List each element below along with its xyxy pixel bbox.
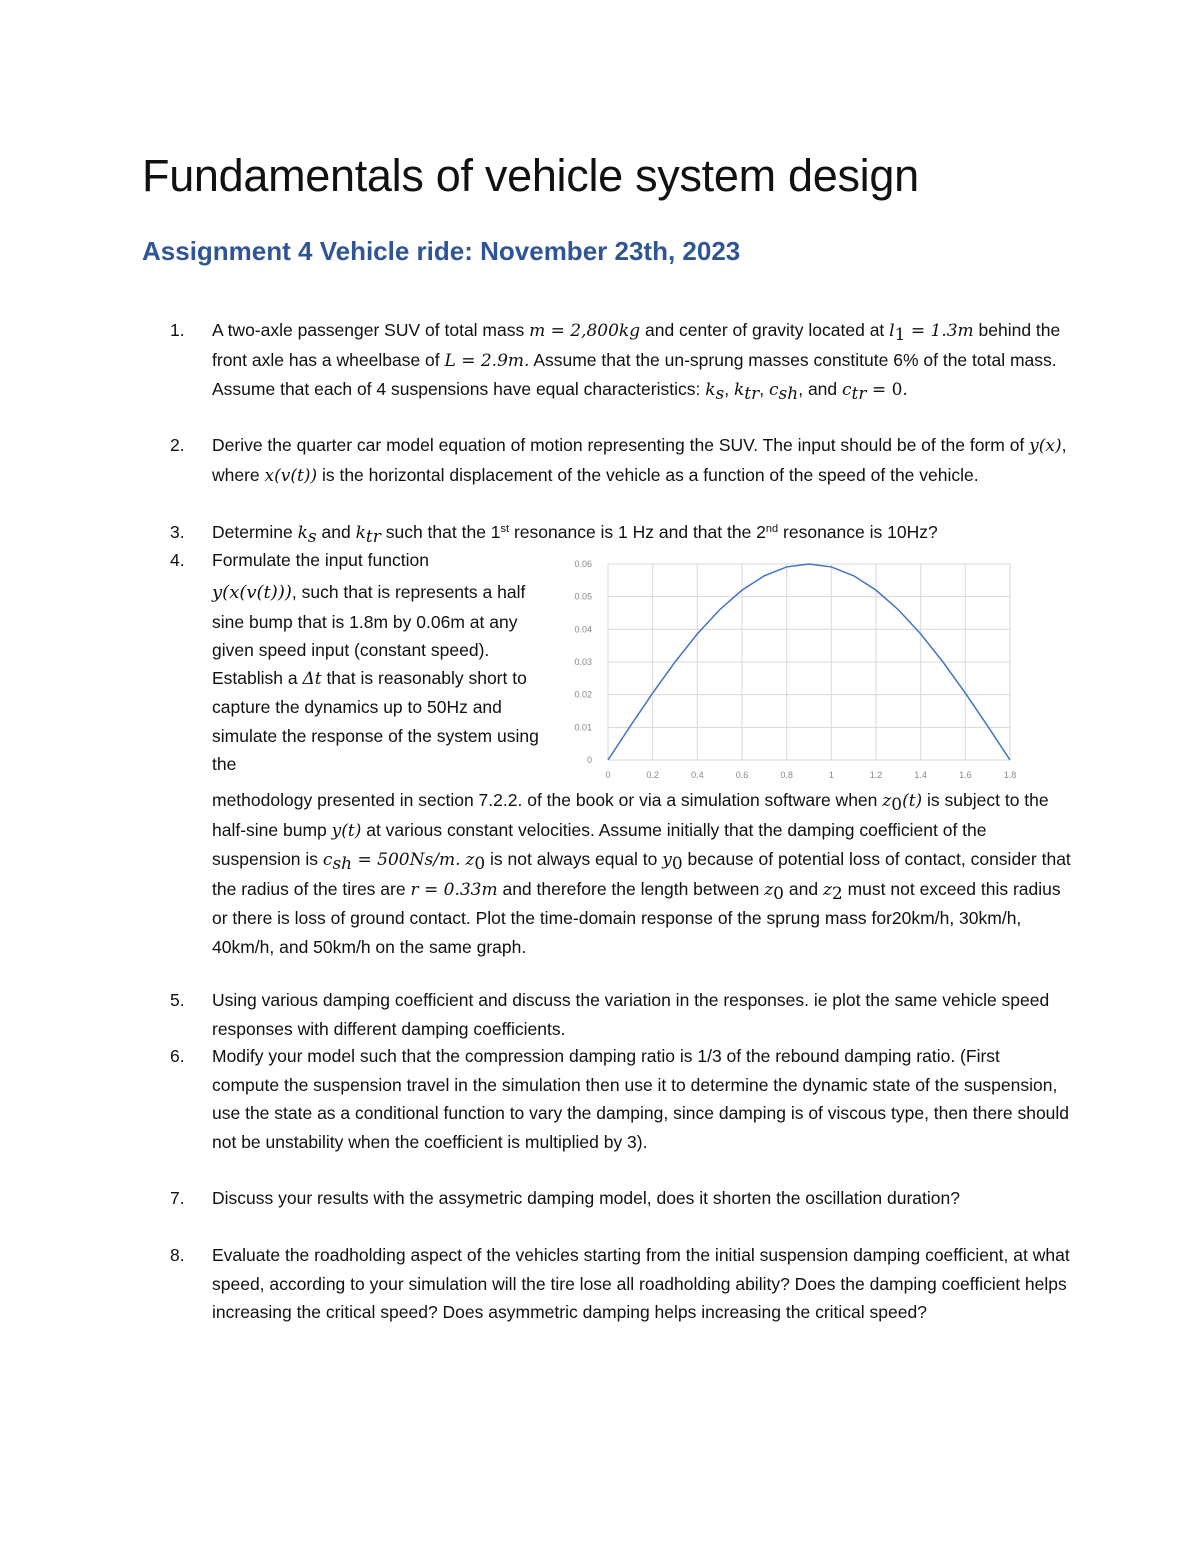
math-ctr: c (842, 380, 852, 401)
chart-x-tick-label: 1 (828, 770, 834, 780)
superscript: nd (765, 523, 779, 535)
chart-y-tick-label: 0.01 (574, 722, 592, 733)
question-text: Evaluate the roadholding aspect of the vehicles starting from the initial suspension damping coefficient, at what speed, according to your simulation will the tire lose all roadholding ability? Does the damping coefficient helps increasing the critical speed? Does asymmetric damping helps increasing the critical speed? (212, 1245, 1070, 1323)
math-input-function: y(x(v(t))) (212, 582, 292, 604)
chart-x-tick-label: 1.2 (869, 770, 883, 780)
math-ktr: k (733, 380, 745, 401)
chart-y-tick-label: 0.02 (574, 689, 592, 700)
text-segment: resonance is 1 Hz and that the 2 (509, 522, 766, 542)
text-segment: such that the 1 (380, 522, 501, 542)
chart-y-tick-label: 0 (586, 755, 592, 765)
question-7 (170, 1184, 1070, 1213)
chart-x-tick-label: 0.8 (780, 770, 793, 780)
chart-x-tick-label: 0 (605, 770, 611, 780)
text-segment: because of potential loss of contact, consider that the radius of the tires are (212, 849, 1071, 899)
question-4 (170, 546, 570, 778)
math-yt: y(t) (331, 820, 362, 841)
text-segment: is subject to the half-sine bump (212, 790, 1049, 840)
question-text: A two-axle passenger SUV of total mass m = 2,800kg and center of gravity located at $l_1 = 1.3m$ behind the front axle has a wheelbase of L = 2.9m. Assume that the un-sprung masses constitute 6% of the total mass. Assume that each of 4 suspensions have equal characteristics: $k_s$, $k_{tr}$, $c_{sh}$, and $c_{tr} = 0$. (212, 320, 1061, 405)
math-arg: (t) (902, 791, 923, 811)
math-csh: c (322, 850, 333, 871)
math-subscript: 2 (831, 883, 843, 904)
text-segment: and center of gravity located at (640, 320, 890, 340)
question-number: 2. (170, 435, 185, 455)
text-segment: behind the front axle has a wheelbase of (212, 320, 1061, 370)
chart-grid (608, 564, 1010, 760)
question-5 (170, 986, 1070, 1043)
text-segment: is not always equal to (485, 849, 663, 870)
question-text (212, 431, 1070, 490)
half-sine-bump-chart (560, 554, 1020, 786)
chart-x-tick-label: 0.4 (691, 770, 704, 780)
text-segment: is the horizontal displacement of the vehicle as a function of the speed of the vehicle. (317, 464, 979, 485)
text-segment: A two-axle passenger SUV of total mass (212, 320, 530, 340)
chart-x-tick-label: 1.8 (1003, 770, 1017, 780)
math-l1-value: 1.3m (930, 321, 974, 341)
math-csh-value: = 500Ns/m. (352, 850, 461, 871)
text-segment: that is reasonably short to capture the dynamics up to 50Hz and simulate the response of the system using the (212, 668, 539, 775)
math-yx: y(x) (1029, 436, 1062, 456)
text-segment: and (316, 522, 356, 542)
math-subscript: s (715, 384, 725, 405)
question-number: 3. (170, 522, 185, 542)
math-z0: z (882, 791, 892, 811)
text-segment: Determine (212, 522, 298, 542)
chart-x-tick-label: 0.2 (646, 770, 659, 780)
text-segment: and therefore the length between (497, 878, 765, 899)
math-subscript: s (307, 527, 317, 547)
math-delta-t: Δt (302, 669, 322, 690)
math-z2: z (822, 879, 832, 900)
question-text (212, 518, 1070, 548)
question-number: 4. (170, 550, 185, 570)
math-subscript: tr (365, 527, 381, 547)
text-segment: Formulate the input function (212, 550, 429, 570)
text-segment: , such that is represents a half sine bump that is 1.8m by 0.06m at any given speed input (constant speed). Establish a (212, 582, 526, 689)
math-ctr-value: = 0. (866, 380, 908, 401)
text-segment: , where (212, 435, 1067, 485)
math-ks: k (297, 523, 308, 543)
math-l1: l (889, 321, 895, 341)
question-4-continued (212, 786, 1072, 962)
math-xvt: x(v(t)) (264, 465, 318, 486)
text-segment: and (803, 379, 843, 400)
chart-x-ticks (605, 770, 1016, 780)
chart-y-tick-label: 0.05 (574, 591, 592, 602)
question-3 (170, 518, 1070, 548)
question-text: Discuss your results with the assymetric damping model, does it shorten the oscillation duration? (212, 1188, 960, 1208)
math-radius: r = 0.33m (410, 879, 498, 900)
math-subscript: 0 (891, 795, 903, 815)
math-mass: m = 2,800kg (529, 321, 641, 341)
assignment-subtitle: Assignment 4 Vehicle ride: November 23th, 2023 (142, 236, 741, 266)
math-y0: y (662, 850, 672, 871)
page-title: Fundamentals of vehicle system design (142, 150, 919, 201)
math-subscript: 0 (671, 854, 683, 875)
math-csh: c (768, 380, 779, 401)
chart-y-ticks (574, 559, 592, 765)
question-number: 6. (170, 1046, 185, 1066)
math-z0: z (764, 879, 774, 900)
text-segment: Assume that the un-sprung masses constitute 6% of the total mass. Assume that each of 4 suspensions have equal characteristics: (212, 349, 1057, 400)
text-segment: at various constant velocities. Assume initially that the damping coefficient of the suspension is (212, 819, 987, 870)
question-6 (170, 1042, 1070, 1156)
math-subscript: sh (332, 854, 353, 875)
chart-y-tick-label: 0.04 (574, 624, 592, 635)
math-wheelbase: L = 2.9m. (444, 350, 530, 371)
math-subscript: tr (744, 384, 760, 405)
text-segment: Derive the quarter car model equation of motion representing the SUV. The input should be of the form of (212, 435, 1030, 455)
math-z0: z (465, 850, 475, 871)
question-2 (170, 431, 1070, 490)
question-8 (170, 1241, 1070, 1327)
chart-y-tick-label: 0.06 (574, 559, 592, 569)
question-text (212, 546, 552, 778)
math-equals: = (905, 321, 931, 341)
math-ktr: k (355, 523, 366, 543)
question-text: Using various damping coefficient and discuss the variation in the responses. ie plot the same vehicle speed responses with different damping coefficients. (212, 990, 1050, 1039)
superscript: st (500, 523, 510, 535)
math-subscript: sh (778, 384, 799, 405)
chart-y-tick-label: 0.03 (574, 657, 592, 667)
question-number: 5. (170, 990, 185, 1010)
text-segment: resonance is 10Hz? (778, 522, 938, 542)
chart-x-tick-label: 1.4 (914, 770, 927, 780)
math-subscript: 0 (773, 883, 784, 904)
text-segment: methodology presented in section 7.2.2. of the book or via a simulation software when (212, 790, 883, 810)
question-1 (170, 316, 1070, 405)
question-number: 1. (170, 320, 185, 340)
question-number: 7. (170, 1188, 185, 1208)
math-subscript: 1 (894, 325, 906, 345)
chart-x-tick-label: 1.6 (959, 770, 972, 780)
question-text: Modify your model such that the compression damping ratio is 1/3 of the rebound damping ratio. (First compute the suspension travel in the simulation then use it to determine the dynamic state of the suspension, use the state as a conditional function to vary the damping, since damping is of viscous type, then there should not be unstability when the coefficient is multiplied by 3). (212, 1046, 1070, 1152)
text-segment: and (784, 878, 823, 899)
math-subscript: 0 (474, 854, 486, 875)
question-number: 8. (170, 1245, 185, 1265)
chart-x-tick-label: 0.6 (735, 770, 749, 780)
math-ks: k (705, 380, 716, 401)
text-segment: must not exceed this radius or there is loss of ground contact. Plot the time-domain response of the sprung mass for20km/h, 30km/h, 40km/h, and 50km/h on the same graph. (212, 878, 1061, 957)
math-subscript: tr (851, 384, 867, 405)
